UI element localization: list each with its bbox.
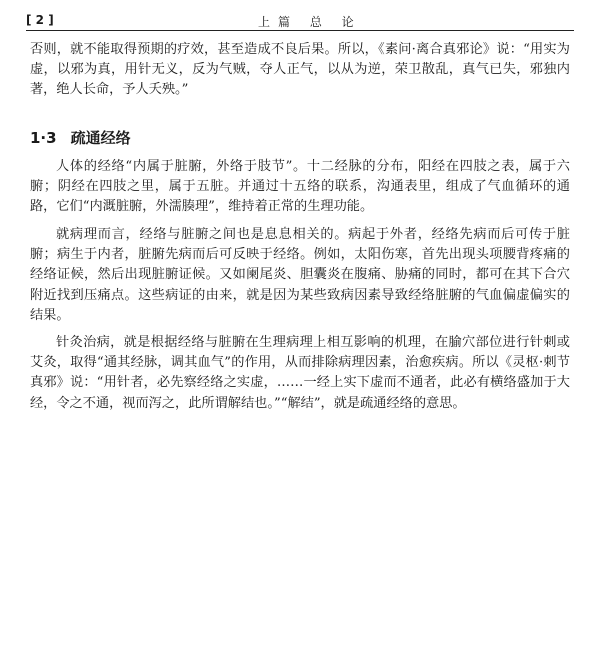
section-title: 疏通经络: [70, 129, 131, 147]
page-number: [ 2 ]: [26, 13, 54, 27]
paragraph-continued: 否则，就不能取得预期的疗效，甚至造成不良后果。所以，《素问·离合真邪论》说：“用实为虚，以邪为真，用针无义，反为气贼，夺人正气，以从为逆，荣卫散乱，真气已失，邪独内著，绝人长命，予人夭殃。”: [30, 42, 570, 98]
paragraph-3: 针灸治病，就是根据经络与脏腑在生理病理上相互影响的机理，在腧穴部位进行针刺或艾灸，取得“通其经脉，调其血气”的作用，从而排除病理因素，治愈疾病。所以《灵枢·刺节真邪》说：“用针者，必先察经络之实虚，……一经上实下虚而不通者，此必有横络盛加于大经，令之不通，视而泻之，此所谓解结也。”“解结”，就是疏通经络的意思。: [30, 335, 570, 411]
header-rule: [26, 30, 574, 31]
paragraph-1: 人体的经络“内属于脏腑，外络于肢节”。十二经脉的分布，阳经在四肢之表，属于六腑；阴经在四肢之里，属于五脏。并通过十五络的联系，沟通表里，组成了气血循环的通路，它们“内溉脏腑，外濡腠理”，维持着正常的生理功能。: [30, 159, 570, 215]
page-header: [26, 10, 574, 34]
section-number: 1·3: [30, 129, 57, 147]
paragraph-2: 就病理而言，经络与脏腑之间也是息息相关的。病起于外者，经络先病而后可传于脏腑；病生于内者，脏腑先病而后可反映于经络。例如，太阳伤寒，首先出现头项腰背疼痛的经络证候，然后出现脏腑证候。又如阑尾炎、胆囊炎在腹痛、胁痛的同时，都可在其下合穴附近找到压痛点。这些病证的由来，就是因为某些致病因素导致经络脏腑的气血偏虚偏实的结果。: [30, 227, 570, 323]
section-heading: [30, 127, 131, 148]
running-head: 上篇 总 论: [258, 15, 362, 29]
